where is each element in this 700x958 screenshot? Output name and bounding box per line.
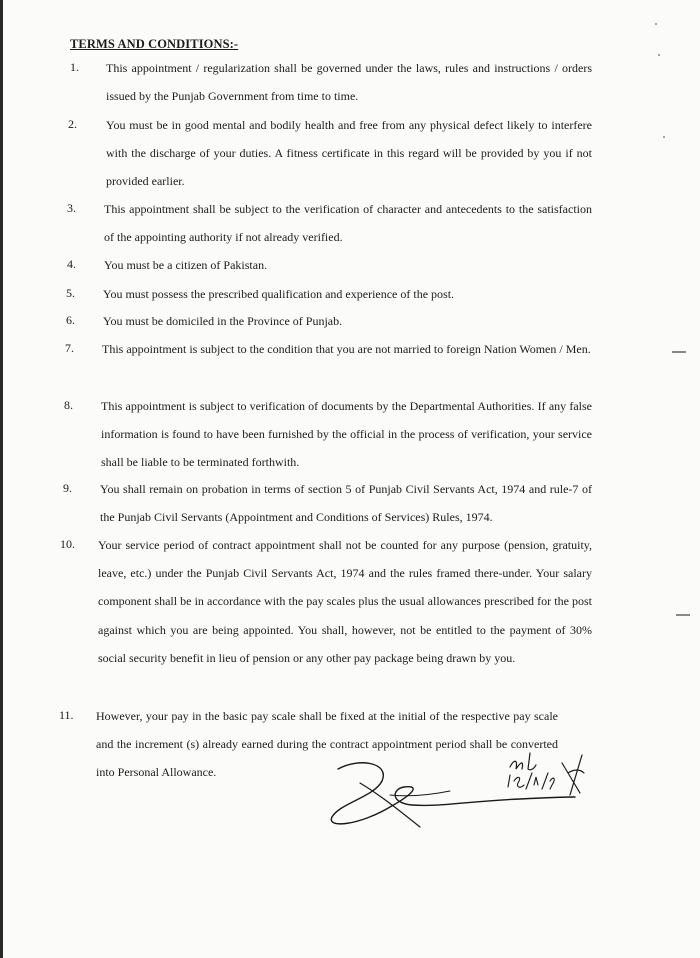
clause-text: This appointment is subject to verification of documents by the Departmental Authorities. If any false information is found to have been furnished by the official in the process of verification, your service shall be liable to be terminated forthwith. <box>101 399 592 470</box>
clause-text: You must be in good mental and bodily health and free from any physical defect likely to interfere with the discharge of your duties. A fitness certificate in this regard will be provided by you if not provided earlier. <box>106 118 592 189</box>
clause-text: You must be domiciled in the Province of Punjab. <box>103 314 343 328</box>
clause-text: You shall remain on probation in terms of section 5 of Punjab Civil Servants Act, 1974 and rule-7 of the Punjab Civil Servants (Appointment and Conditions of Services) Rules, 1974. <box>100 482 592 525</box>
clause-number: 5. <box>66 286 75 300</box>
clause-text: This appointment shall be subject to the verification of character and antecedents to the satisfaction of the appointing authority if not already verified. <box>104 202 592 245</box>
clause-number: 9. <box>63 481 72 495</box>
scan-speck <box>658 54 660 56</box>
clause-number: 3. <box>67 201 76 215</box>
clause-number: 8. <box>64 398 73 412</box>
clause-number: 10. <box>60 537 75 551</box>
clause-number: 11. <box>59 708 74 722</box>
clause-text: You must be a citizen of Pakistan. <box>104 258 268 272</box>
scan-edge <box>0 0 3 958</box>
clause-text: This appointment / regularization shall be governed under the laws, rules and instructions / orders issued by the Punjab Government from time to time. <box>106 61 592 104</box>
date-initials <box>500 745 590 805</box>
scan-speck <box>663 136 665 138</box>
scan-speck <box>676 614 690 616</box>
clause-number: 1. <box>70 60 79 74</box>
clause-number: 7. <box>65 341 74 355</box>
clause-number: 6. <box>66 313 75 327</box>
clause-text: You must possess the prescribed qualification and experience of the post. <box>103 287 455 301</box>
clause-number: 4. <box>67 257 76 271</box>
clause-text: This appointment is subject to the condition that you are not married to foreign Nation Women / Men. <box>102 342 591 356</box>
clause-text: Your service period of contract appointment shall not be counted for any purpose (pension, gratuity, leave, etc.) under the Punjab Civil Servants Act, 1974 and the rules framed there-under. Your salary component shall be in accordance with the pay scales plus the usual allowances prescribed for the post against which you are being appointed. You shall, however, not be entitled to the payment of 30% social security benefit in lieu of pension or any other pay package being drawn by you. <box>98 538 592 665</box>
scan-speck <box>655 23 657 25</box>
scan-speck <box>672 351 686 353</box>
clause-text: However, your pay in the basic pay scale shall be fixed at the initial of the respective pay scale and the increment (s) already earned during the contract appointment period shall be converted into Personal Allowance. <box>96 709 558 780</box>
page-title: TERMS AND CONDITIONS:- <box>70 37 239 52</box>
clause-number: 2. <box>68 117 77 131</box>
